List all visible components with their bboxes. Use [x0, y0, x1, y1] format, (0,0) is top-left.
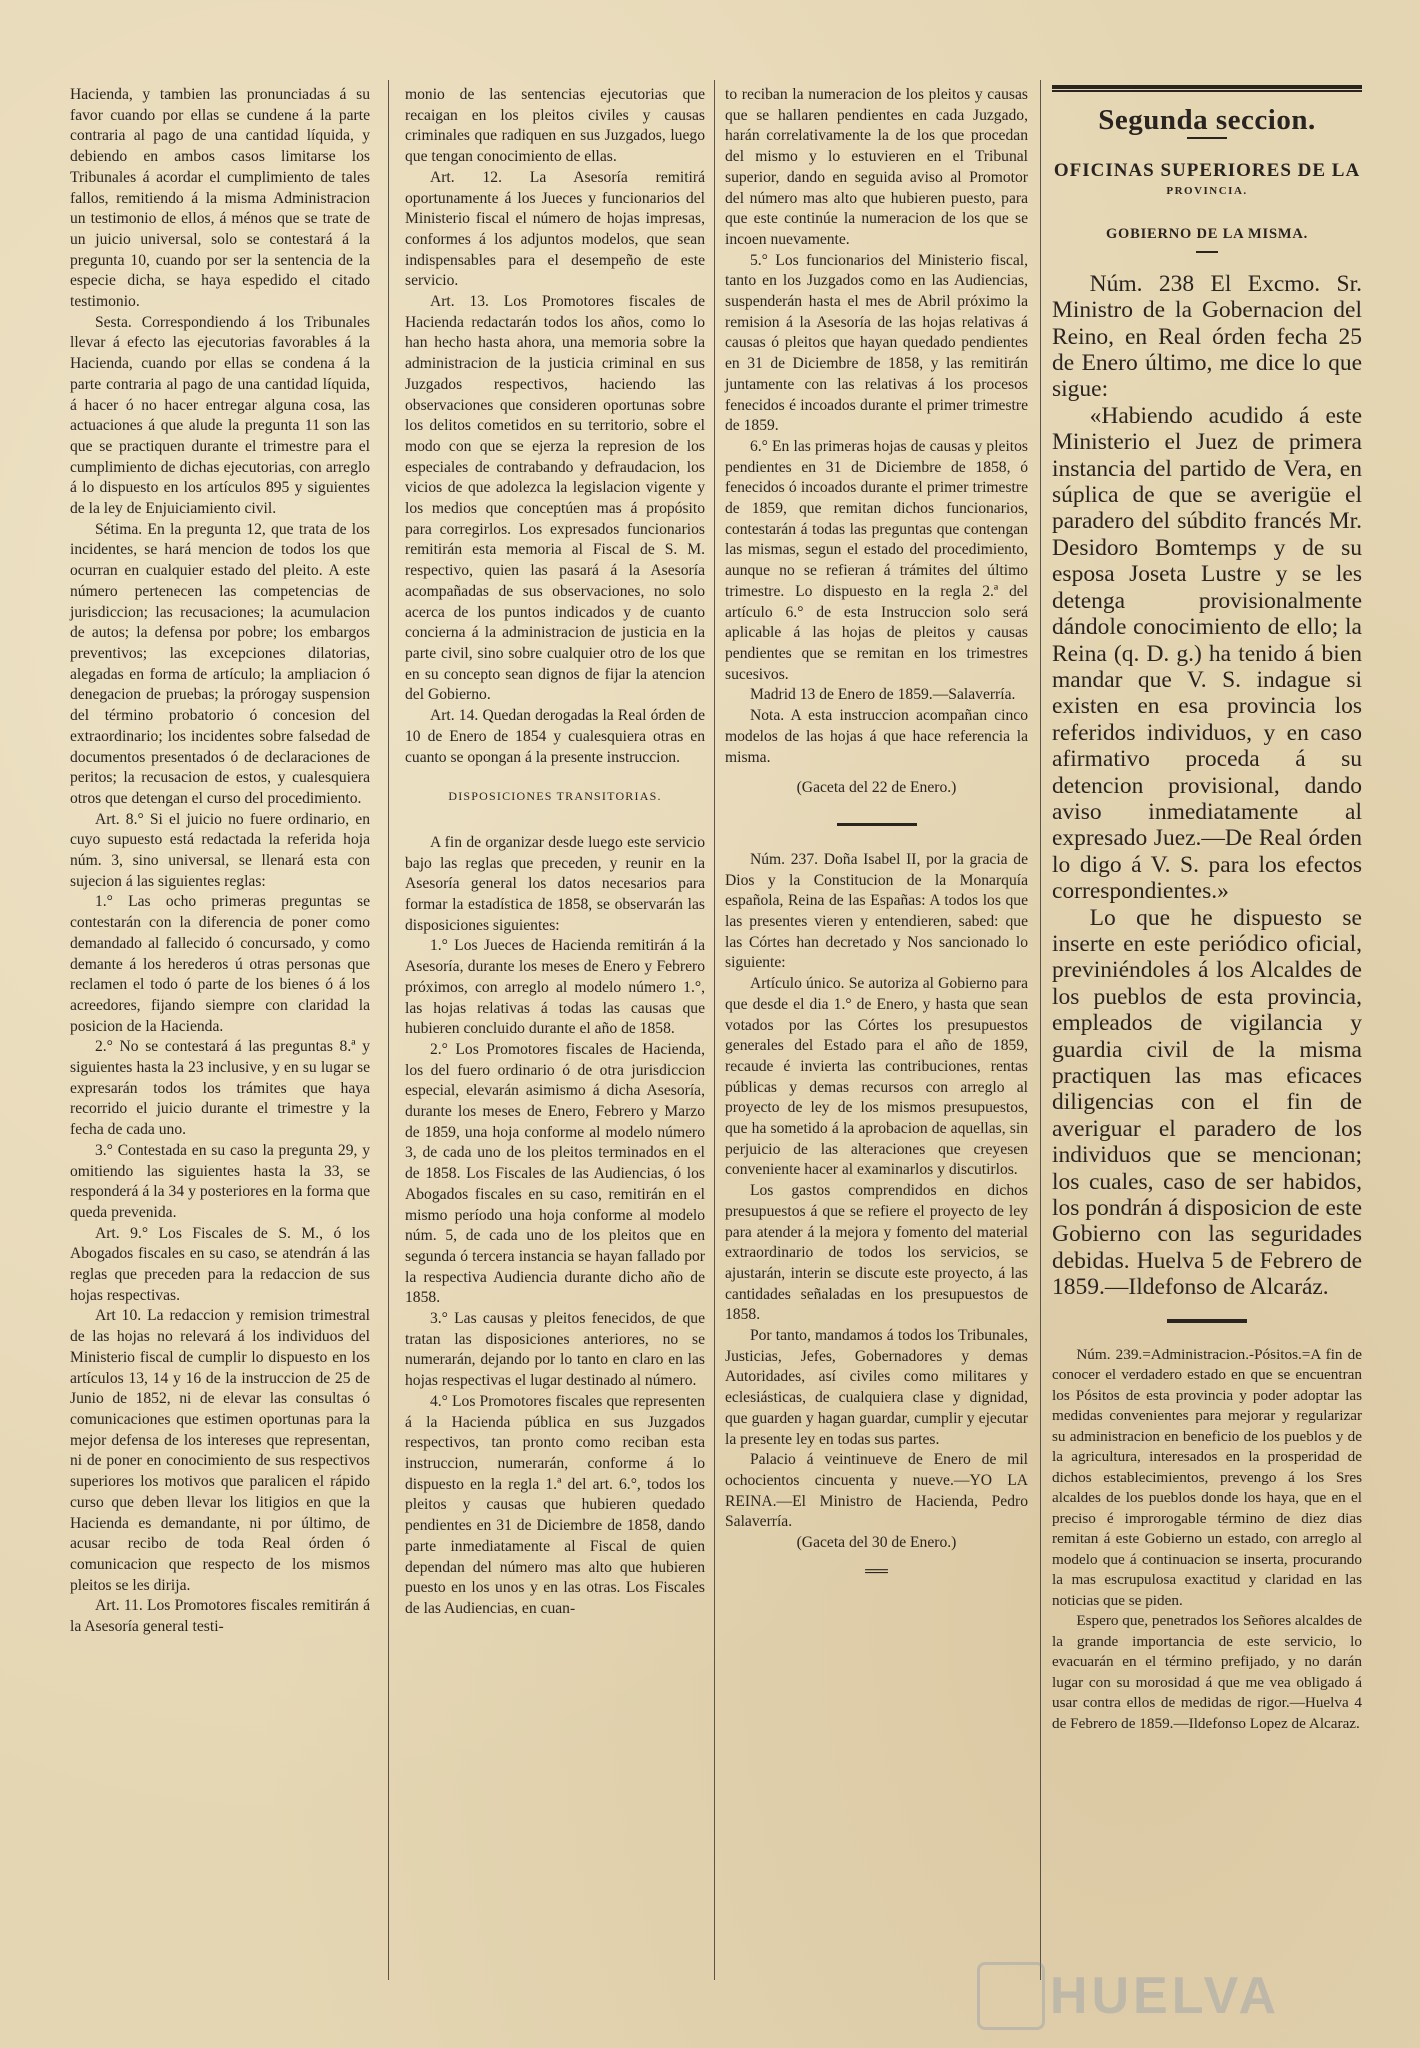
text-column-2	[405, 85, 705, 1620]
paragraph: Art. 13. Los Promotores fiscales de Hacienda redactarán todos los años, como lo han hecho hasta ahora, una memoria sobre la administracion de la justicia criminal en sus Juzgados respectivos, haciendo las observaciones que consideren oportunas sobre los delitos cometidos en su territorio, sobre el modo con que se ejerza la represion de los especiales de contrabando y defraudacion, los vicios de que adolezca la legislacion vigente y los medios que conceptúen mas á propósito para corregirlos. Los expresados funcionarios remitirán esta memoria al Fiscal de S. M. respectivo, quien las pasará á la Asesoría acompañadas de sus observaciones, no solo acerca de los puntos indicados y de cuanto concierna á la administracion de justicia en la parte civil, sino sobre cualquier otro de los que en su concepto sean dignos de fijar la atencion del Gobierno.	[405, 293, 705, 704]
paragraph: Hacienda, y tambien las pronunciadas á su favor cuando por ellas se cundene á la parte contraria al pago de una cantidad líquida, y debiendo en ambos casos limitarse los Tribunales á acordar el cumplimiento de tales fallos, remitiendo á la misma Administracion un testimonio de ellos, á ménos que se trate de un juicio universal, solo se contestará á la pregunta 10, cuando por ser la sentencia de la especie dicha, se haya espedido el citado testimonio.	[70, 86, 370, 311]
paragraph: 2.° Los Promotores fiscales de Hacienda, los del fuero ordinario ó de otra jurisdiccion especial, elevarán asimismo á dicha Asesoría, durante los meses de Enero, Febrero y Marzo de 1859, una hoja conforme al modelo número 3, de cada uno de los pleitos terminados en el de 1858. Los Fiscales de las Audiencias, ó los Abogados fiscales en su caso, remitirán en el mismo período una hoja conforme al modelo núm. 5, de cada uno de los pleitos que en segunda ó tercera instancia se hayan fallado por la respectiva Audiencia durante dicho año de 1858.	[405, 1040, 705, 1307]
text-column-1	[70, 85, 370, 1638]
paragraph: Art. 8.° Si el juicio no fuere ordinario, en cuyo supuesto está redactada la referida hoja núm. 3, sino universal, se llenará esta con sujecion á las siguientes reglas:	[70, 810, 370, 890]
paragraph: to reciban la numeracion de los pleitos y causas que se hallaren pendientes en cada Juzgado, harán correlativamente la de los que procedan del mismo y lo estuvieren en el Tribunal superior, dando en seguida aviso al Promotor del número mas alto que hubieren puesto, para que este continúe la numeracion de los que se incoen nuevamente.	[725, 86, 1028, 248]
paragraph: Núm. 237. Doña Isabel II, por la gracia de Dios y la Constitucion de la Monarquía española, Reina de las Españas: A todos los que las presentes vieren y entendieren, sabed: que las Córtes han decretado y Nos sancionado lo siguiente:	[725, 850, 1028, 972]
paragraph: Madrid 13 de Enero de 1859.—Salaverría.	[749, 686, 1016, 704]
column-divider	[714, 80, 715, 1980]
paragraph: Art. 9.° Los Fiscales de S. M., ó los Abogados fiscales en su caso, se atendrán á las reglas que preceden para la redaccion de sus hojas respectivas.	[70, 1224, 370, 1304]
date-signature: Nota. A esta instruccion acompañan cinco modelos de las hojas á que hace referencia la misma.	[725, 707, 1028, 766]
office-heading: OFICINAS SUPERIORES DE LA	[1053, 159, 1361, 181]
section-title: Segunda seccion.	[1098, 104, 1316, 136]
archive-watermark: HUELVA	[1049, 1967, 1280, 2025]
column-divider	[388, 80, 389, 1980]
paragraph: Art 10. La redaccion y remision trimestral de las hojas no relevará á los individuos del Ministerio fiscal de cumplir lo dispuesto en los artículos 13, 14 y 16 de la instruccion de 25 de Junio de 1852, ni de elevar las consultas ó comunicaciones que estimen oportunas para la mejor defensa de los intereses que representan, ni de poner en conocimiento de sus respectivos superiores los motivos que paralicen el rápido curso que deben llevar los litigios en que la Hacienda es demandante, ni por último, de acusar recibo de toda Real órden ó comunicacion que respecto de los mismos pleitos se les dirija.	[70, 1307, 370, 1594]
section-heading: DISPOSICIONES TRANSITORIAS.	[448, 789, 662, 804]
paragraph: Espero que, penetrados los Señores alcaldes de la grande importancia de este servicio, lo evacuarán en el término prefijado, y no darán lugar con su morosidad á que me vea obligado á usar contra ellos de medidas de rigor.—Huelva 4 de Febrero de 1859.—Ildefonso Lopez de Alcaraz.	[1052, 1612, 1362, 1732]
paragraph: Sesta. Correspondiendo á los Tribunales llevar á efecto las ejecutorias favorables á la Hacienda, cuando por ellas se condena á la parte contraria al pago de una cantidad líquida, á hacer ó no hacer entregar alguna cosa, las actuaciones á que alude la pregunta 11 son las que se practiquen durante el trimestre para el cumplimiento de dichas ejecutorias, con arreglo á lo dispuesto en los artículos 895 y siguientes de la ley de Enjuiciamiento civil.	[70, 313, 370, 518]
text-column-3	[725, 85, 1028, 1583]
paragraph: 1.° Las ocho primeras preguntas se contestarán con la diferencia de poner como demandado al fallecido ó concursado, y como demante á los herederos ú otras personas que reclamen el todo ó parte de los bienes ó á los acreedores, fijando siempre con claridad la posicion de la Hacienda.	[70, 893, 370, 1035]
column-divider	[1040, 80, 1041, 1980]
separator-dash	[1196, 251, 1218, 253]
paragraph: 6.° En las primeras hojas de causas y pleitos pendientes en 31 de Diciembre de 1858, ó fenecidos ó incoados durante el primer trimestre de 1859, que remitan dichos funcionarios, contestarán á todas las preguntas que contengan las mismas, segun el estado del procedimiento, aunque no se refieran á trámites del último trimestre. Lo dispuesto en la regla 2.ª del artículo 6.° de esta Instruccion solo será aplicable á las hojas de pleitos y causas pendientes que se remitan en los trimestres sucesivos.	[725, 437, 1028, 683]
end-mark: ══	[865, 1562, 888, 1580]
paragraph: 4.° Los Promotores fiscales que representen á la Hacienda pública en sus Juzgados respectivos, tan pronto como reciban esta instruccion, numerarán, conforme á lo dispuesto en la regla 1.ª del art. 6.°, todos los pleitos y causas que hubieren quedado pendientes en 31 de Diciembre de 1858, dando parte inmediatamente al Fiscal de quien dependan del número mas alto que hubieren puesto en los unos y en las otras. Los Fiscales de las Audiencias, en cuan-	[405, 1392, 705, 1617]
paragraph: 3.° Contestada en su caso la pregunta 29, y omitiendo las siguientes hasta la 33, se responderá á la 34 y posteriores en la forma que queda prevenida.	[70, 1141, 370, 1221]
paragraph: «Habiendo acudido á este Ministerio el Juez de primera instancia del partido de Vera, en súplica de que se averigüe el paradero del súbdito francés Mr. Desidoro Bomtemps y de su esposa Joseta Lustre y se les detenga provisionalmente dándole conocimiento de ello; la Reina (q. D. g.) ha tenido á bien mandar que V. S. indague si existen en esa provincia los referidos individuos, y en caso afirmativo proceda á su detencion provisional, dando aviso inmediatamente al expresado Juez.—De Real órden lo digo á V. S. para los efectos correspondientes.»	[1052, 402, 1362, 905]
paragraph: Lo que he dispuesto se inserte en este periódico oficial, previniéndoles á los Alcaldes de los pueblos de esta provincia, empleados de vigilancia y guardia civil de la misma practiquen las mas eficaces diligencias con el fin de averiguar el paradero de los individuos que se mencionan; los cuales, caso de ser habidos, los pondrán á disposicion de este Gobierno con las seguridades debidas. Huelva 5 de Febrero de 1859.—Ildefonso de Alcaráz.	[1052, 904, 1363, 1301]
paragraph: Sétima. En la pregunta 12, que trata de los incidentes, se hará mencion de todos los que ocurran en cualquier estado del pleito. A este número pertenecen las competencias de jurisdiccion; las recusaciones; la acumulacion de autos; la defensa por pobre; los embargos preventivos; las excepciones dilatorias, alegadas en forma de artículo; la ampliacion ó denegacion de pruebas; la prórogay suspension del término probatorio ó concesion del extraordinario; los incidentes sobre falsedad de documentos presentados ó de declaraciones de peritos; la recusacion de estos, y cualesquiera otros que detengan el curso del procedimiento.	[70, 520, 370, 807]
paragraph: Por tanto, mandamos á todos los Tribunales, Justicias, Jefes, Gobernadores y demas Autoridades, así civiles como militares y eclesiásticas, de cualquiera clase y dignidad, que guarden y hagan guardar, cumplir y ejecutar la presente ley en todas sus partes.	[725, 1327, 1028, 1448]
paragraph: Art. 11. Los Promotores fiscales remitirán á la Asesoría general testi-	[70, 1597, 370, 1636]
separator-rule	[1167, 1319, 1247, 1323]
paragraph: 3.° Las causas y pleitos fenecidos, de que tratan las disposiciones anteriores, no se numerarán, dejando por lo tanto en claro en las hojas respectivas el lugar destinado al número.	[405, 1310, 705, 1390]
gazette-citation: (Gaceta del 30 de Enero.)	[796, 1534, 957, 1552]
paragraph: Artículo único. Se autoriza al Gobierno para que desde el dia 1.° de Enero, y hasta que sean votados por las Córtes los presupuestos generales del Estado para el año de 1859, recaude é invierta las contribuciones, rentas públicas y demas recursos con arreglo al proyecto de ley de los mismos presupuestos, que ha sometido á la aprobacion de aquellas, sin perjuicio de las alteraciones que creyesen conveniente hacer al examinarlos y discutirlos.	[725, 975, 1028, 1179]
announcement-238	[1052, 271, 1362, 1301]
paragraph: Art. 12. La Asesoría remitirá oportunamente á los Jueces y funcionarios del Ministerio fiscal el número de hojas impresas, conformes á los adjuntos modelos, que sean indispensables para el desempeño de este servicio.	[405, 168, 705, 290]
paragraph: 1.° Los Jueces de Hacienda remitirán á la Asesoría, durante los meses de Enero y Febrero próximos, con arreglo al modelo número 1.°, las hojas relativas á todas las causas que hubieren concluido durante el año de 1858.	[405, 937, 705, 1038]
text-column-4	[1052, 80, 1362, 1734]
paragraph: Art. 14. Quedan derogadas la Real órden de 10 de Enero de 1854 y cualesquiera otras en cuanto se opongan á la presente instruccion.	[405, 707, 705, 766]
paragraph: A fin de organizar desde luego este servicio bajo las reglas que preceden, y reunir en la Asesoría general los datos necesarios para formar la estadística de 1858, se observarán las disposiciones siguientes:	[405, 833, 705, 934]
announcement-239	[1052, 1345, 1362, 1735]
paragraph: 5.° Los funcionarios del Ministerio fiscal, tanto en los Juzgados como en las Audiencias, suspenderán hasta el mes de Abril próximo la remision á la Asesoría de las hojas relativas á causas ó pleitos que hayan quedado pendientes en 31 de Diciembre de 1858, y las remitirán juntamente con las relativas á los procesos fenecidos é incoados durante el primer trimestre de 1859.	[725, 251, 1028, 435]
paragraph: 2.° No se contestará á las preguntas 8.ª y siguientes hasta la 23 inclusive, y en su lugar se expresarán todos los trámites que haya recorrido el juicio durante el trimestre y la fecha de cada uno.	[70, 1038, 370, 1139]
separator-rule	[837, 823, 917, 826]
paragraph: Los gastos comprendidos en dichos presupuestos á que se refiere el proyecto de ley para atender á la mejora y fomento del material extraordinario de todos los servicios, se ajustarán, interin se discute este proyecto, á las cantidades señaladas en los presupuestos de 1858.	[725, 1182, 1028, 1324]
paragraph: Núm. 239.=Administracion.-Pósitos.=A fin de conocer el verdadero estado en que se encuentran los Pósitos de esta provincia y poder adoptar las medidas convenientes para mejorar y regularizar su administracion en beneficio de los pueblos y de la agricultura, interesados en la prosperidad de dichos establecimientos, prevengo á los Sres alcaldes de los pueblos donde los haya, que en el preciso é improrogable término de diez dias remitan á este Gobierno un estado, con arreglo al modelo que á continuacion se inserta, procurando la mas escrupulosa exactitud y claridad en las noticias que se piden.	[1052, 1345, 1362, 1609]
paragraph: Palacio á veintinueve de Enero de mil ochocientos cincuenta y nueve.—YO LA REINA.—El Ministro de Hacienda, Pedro Salaverría.	[725, 1451, 1028, 1531]
paragraph: monio de las sentencias ejecutorias que recaigan en los pleitos civiles y causas criminales que radiquen en sus Juzgados, luego que tengan conocimiento de ellas.	[405, 86, 705, 166]
government-heading: GOBIERNO DE LA MISMA.	[1105, 226, 1309, 243]
paragraph: Núm. 238 El Excmo. Sr. Ministro de la Gobernacion del Reino, en Real órden fecha 25 de Enero último, me dice lo que sigue:	[1052, 270, 1362, 403]
separator-dash	[1187, 137, 1227, 139]
office-subheading: PROVINCIA.	[1166, 185, 1248, 198]
gazette-citation: (Gaceta del 22 de Enero.)	[796, 779, 957, 797]
archive-seal-icon	[977, 1962, 1045, 2030]
